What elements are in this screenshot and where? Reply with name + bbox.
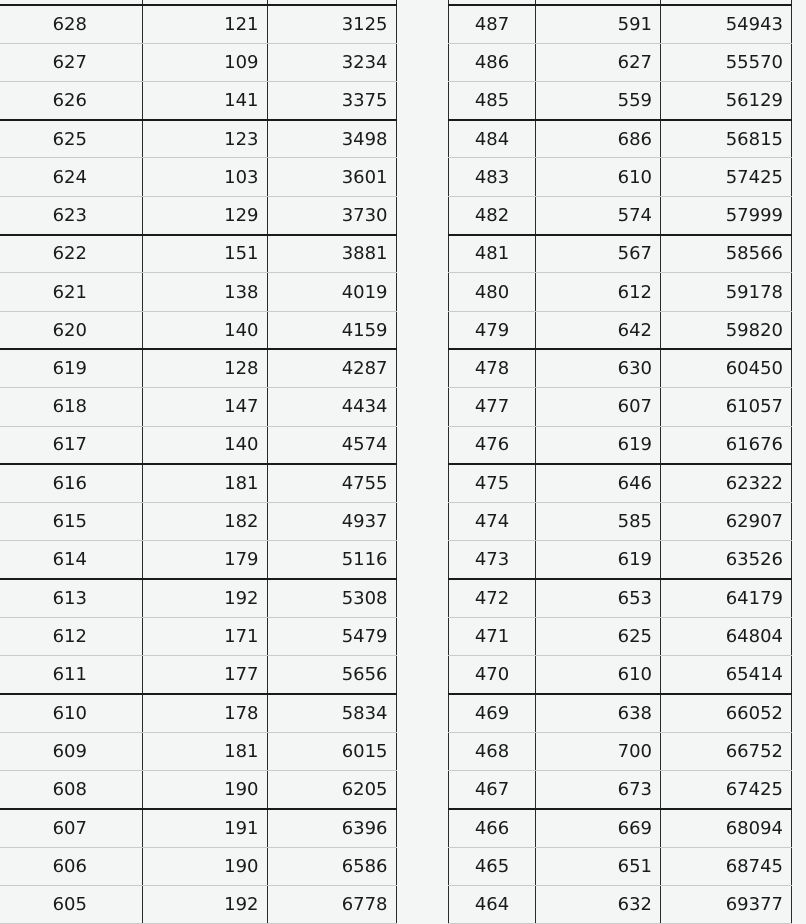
count-cell: 151	[142, 235, 267, 273]
table-row	[0, 388, 396, 426]
cumulative-cell: 5308	[267, 579, 396, 617]
cumulative-cell: 5834	[267, 694, 396, 732]
score-cell: 484	[449, 120, 536, 158]
cumulative-cell: 56815	[661, 120, 792, 158]
table-row	[0, 847, 396, 885]
count-cell: 121	[142, 5, 267, 43]
score-cell: 609	[0, 732, 142, 770]
table-row	[449, 732, 792, 770]
table-row	[449, 579, 792, 617]
score-cell: 468	[449, 732, 536, 770]
count-cell: 109	[142, 43, 267, 81]
count-cell: 574	[536, 196, 661, 234]
count-cell: 686	[536, 120, 661, 158]
score-cell: 622	[0, 235, 142, 273]
cumulative-cell: 6586	[267, 847, 396, 885]
score-cell: 476	[449, 426, 536, 464]
table-row	[449, 235, 792, 273]
table-row	[449, 503, 792, 541]
score-cell: 477	[449, 388, 536, 426]
cumulative-cell: 4574	[267, 426, 396, 464]
table-row	[0, 656, 396, 694]
count-cell: 630	[536, 349, 661, 387]
cumulative-cell: 4755	[267, 464, 396, 502]
table-row	[449, 158, 792, 196]
table-row	[0, 579, 396, 617]
table-row	[449, 81, 792, 119]
count-cell: 673	[536, 771, 661, 809]
count-cell: 181	[142, 464, 267, 502]
count-cell: 585	[536, 503, 661, 541]
count-cell: 619	[536, 426, 661, 464]
score-cell: 620	[0, 311, 142, 349]
score-table-left	[0, 0, 397, 924]
cumulative-cell: 3601	[267, 158, 396, 196]
table-row	[0, 196, 396, 234]
score-cell: 482	[449, 196, 536, 234]
score-cell: 480	[449, 273, 536, 311]
cumulative-cell: 62907	[661, 503, 792, 541]
cumulative-cell: 6778	[267, 886, 396, 924]
table-row	[0, 43, 396, 81]
cumulative-cell: 57425	[661, 158, 792, 196]
count-cell: 642	[536, 311, 661, 349]
score-cell: 464	[449, 886, 536, 924]
cumulative-cell: 5479	[267, 618, 396, 656]
count-cell: 140	[142, 311, 267, 349]
count-cell: 123	[142, 120, 267, 158]
cumulative-cell: 5656	[267, 656, 396, 694]
table-row	[449, 120, 792, 158]
count-cell: 191	[142, 809, 267, 847]
count-cell: 567	[536, 235, 661, 273]
score-cell: 467	[449, 771, 536, 809]
count-cell: 103	[142, 158, 267, 196]
cumulative-cell: 59178	[661, 273, 792, 311]
count-cell: 559	[536, 81, 661, 119]
score-cell: 619	[0, 349, 142, 387]
count-cell: 591	[536, 5, 661, 43]
count-cell: 610	[536, 656, 661, 694]
table-row	[449, 464, 792, 502]
table-row	[0, 235, 396, 273]
cumulative-cell: 60450	[661, 349, 792, 387]
score-cell: 614	[0, 541, 142, 579]
table-row	[0, 81, 396, 119]
cumulative-cell: 4937	[267, 503, 396, 541]
cumulative-cell: 61057	[661, 388, 792, 426]
table-row	[0, 694, 396, 732]
cumulative-cell: 6205	[267, 771, 396, 809]
count-cell: 619	[536, 541, 661, 579]
table-row	[0, 349, 396, 387]
score-cell: 471	[449, 618, 536, 656]
table-row	[0, 541, 396, 579]
cumulative-cell: 3881	[267, 235, 396, 273]
count-cell: 651	[536, 847, 661, 885]
cumulative-cell: 69377	[661, 886, 792, 924]
cumulative-cell: 3125	[267, 5, 396, 43]
cumulative-cell: 65414	[661, 656, 792, 694]
count-cell: 632	[536, 886, 661, 924]
table-row	[449, 426, 792, 464]
table-row	[449, 541, 792, 579]
count-cell: 700	[536, 732, 661, 770]
table-row	[0, 464, 396, 502]
table-row	[449, 349, 792, 387]
score-cell: 469	[449, 694, 536, 732]
table-row	[0, 618, 396, 656]
score-cell: 473	[449, 541, 536, 579]
score-table-right	[448, 0, 792, 924]
score-cell: 612	[0, 618, 142, 656]
score-cell: 627	[0, 43, 142, 81]
cumulative-cell: 68745	[661, 847, 792, 885]
table-row	[0, 120, 396, 158]
cumulative-cell: 66752	[661, 732, 792, 770]
table-row	[449, 273, 792, 311]
cumulative-cell: 6015	[267, 732, 396, 770]
count-cell: 171	[142, 618, 267, 656]
count-cell: 627	[536, 43, 661, 81]
cumulative-cell: 63526	[661, 541, 792, 579]
score-cell: 606	[0, 847, 142, 885]
score-cell: 608	[0, 771, 142, 809]
score-cell: 618	[0, 388, 142, 426]
score-cell: 483	[449, 158, 536, 196]
count-cell: 610	[536, 158, 661, 196]
table-row	[0, 273, 396, 311]
count-cell: 607	[536, 388, 661, 426]
cumulative-cell: 67425	[661, 771, 792, 809]
score-cell: 486	[449, 43, 536, 81]
cumulative-cell: 62322	[661, 464, 792, 502]
score-cell: 625	[0, 120, 142, 158]
score-cell: 607	[0, 809, 142, 847]
cumulative-cell: 66052	[661, 694, 792, 732]
cumulative-cell: 3730	[267, 196, 396, 234]
cumulative-cell: 4434	[267, 388, 396, 426]
table-row	[0, 732, 396, 770]
count-cell: 177	[142, 656, 267, 694]
table-row	[0, 158, 396, 196]
score-cell: 628	[0, 5, 142, 43]
count-cell: 653	[536, 579, 661, 617]
table-row	[0, 311, 396, 349]
score-cell: 478	[449, 349, 536, 387]
count-cell: 181	[142, 732, 267, 770]
score-cell: 626	[0, 81, 142, 119]
cumulative-cell: 56129	[661, 81, 792, 119]
score-cell: 470	[449, 656, 536, 694]
table-row	[0, 809, 396, 847]
score-cell: 610	[0, 694, 142, 732]
cumulative-cell: 59820	[661, 311, 792, 349]
score-cell: 487	[449, 5, 536, 43]
score-cell: 605	[0, 886, 142, 924]
count-cell: 178	[142, 694, 267, 732]
count-cell: 192	[142, 886, 267, 924]
cumulative-cell: 4159	[267, 311, 396, 349]
count-cell: 190	[142, 847, 267, 885]
table-row	[449, 5, 792, 43]
count-cell: 129	[142, 196, 267, 234]
cumulative-cell: 6396	[267, 809, 396, 847]
cumulative-cell: 4019	[267, 273, 396, 311]
table-row	[449, 618, 792, 656]
table-row	[0, 426, 396, 464]
table-row	[449, 847, 792, 885]
table-row	[449, 196, 792, 234]
score-cell: 465	[449, 847, 536, 885]
table-row	[449, 771, 792, 809]
score-cell: 624	[0, 158, 142, 196]
count-cell: 147	[142, 388, 267, 426]
table-row	[0, 5, 396, 43]
table-row	[449, 886, 792, 924]
cumulative-cell: 5116	[267, 541, 396, 579]
score-cell: 481	[449, 235, 536, 273]
cumulative-cell: 55570	[661, 43, 792, 81]
score-cell: 475	[449, 464, 536, 502]
count-cell: 646	[536, 464, 661, 502]
cumulative-cell: 64179	[661, 579, 792, 617]
count-cell: 638	[536, 694, 661, 732]
table-row	[0, 886, 396, 924]
table-row	[449, 694, 792, 732]
cumulative-cell: 4287	[267, 349, 396, 387]
cumulative-cell: 58566	[661, 235, 792, 273]
score-cell: 617	[0, 426, 142, 464]
count-cell: 190	[142, 771, 267, 809]
cumulative-cell: 54943	[661, 5, 792, 43]
score-cell: 474	[449, 503, 536, 541]
score-cell: 615	[0, 503, 142, 541]
table-row	[0, 503, 396, 541]
cumulative-cell: 61676	[661, 426, 792, 464]
cumulative-cell: 57999	[661, 196, 792, 234]
count-cell: 140	[142, 426, 267, 464]
score-cell: 479	[449, 311, 536, 349]
score-cell: 616	[0, 464, 142, 502]
count-cell: 612	[536, 273, 661, 311]
score-cell: 472	[449, 579, 536, 617]
score-cell: 466	[449, 809, 536, 847]
cumulative-cell: 3498	[267, 120, 396, 158]
table-row	[449, 809, 792, 847]
score-cell: 613	[0, 579, 142, 617]
cumulative-cell: 64804	[661, 618, 792, 656]
table-row	[449, 43, 792, 81]
cumulative-cell: 3375	[267, 81, 396, 119]
count-cell: 182	[142, 503, 267, 541]
cumulative-cell: 68094	[661, 809, 792, 847]
table-row	[0, 771, 396, 809]
table-row	[449, 311, 792, 349]
count-cell: 138	[142, 273, 267, 311]
count-cell: 669	[536, 809, 661, 847]
table-row	[449, 388, 792, 426]
score-cell: 623	[0, 196, 142, 234]
count-cell: 141	[142, 81, 267, 119]
count-cell: 192	[142, 579, 267, 617]
count-cell: 128	[142, 349, 267, 387]
table-row	[449, 656, 792, 694]
cumulative-cell: 3234	[267, 43, 396, 81]
score-cell: 621	[0, 273, 142, 311]
count-cell: 179	[142, 541, 267, 579]
score-cell: 485	[449, 81, 536, 119]
score-cell: 611	[0, 656, 142, 694]
count-cell: 625	[536, 618, 661, 656]
